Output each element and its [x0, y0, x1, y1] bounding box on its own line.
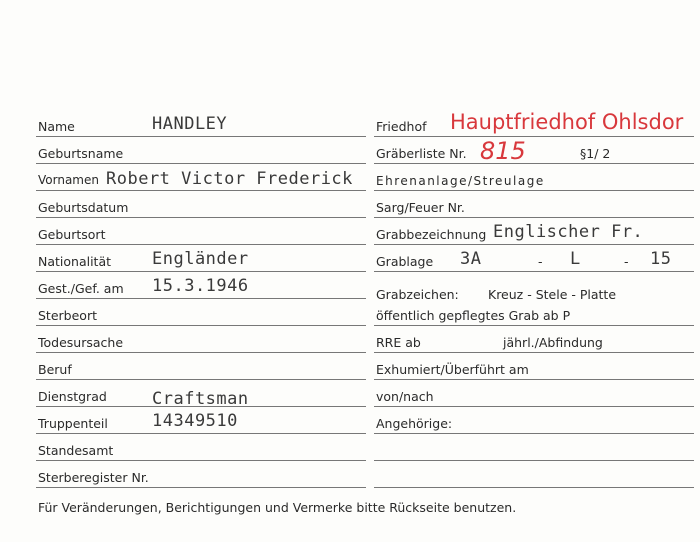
cemetery-label: Friedhof	[376, 119, 427, 134]
name-value: HANDLEY	[152, 114, 228, 134]
unit-label: Truppenteil	[38, 416, 108, 431]
exhumed-label: Exhumiert/Überführt am	[376, 362, 529, 377]
grave-list-value: 815	[480, 137, 526, 165]
birth-date-rule	[36, 217, 366, 218]
birth-place-rule	[36, 244, 366, 245]
coffin-fire-rule	[374, 217, 694, 218]
from-to-rule	[374, 406, 694, 407]
rank-label: Dienstgrad	[38, 389, 107, 404]
first-names-label: Vornamen	[38, 173, 99, 187]
footer-note: Für Veränderungen, Berichtigungen und Vermerke bitte Rückseite benutzen.	[38, 500, 517, 515]
unit-rule	[36, 433, 366, 434]
name-rule	[36, 136, 366, 137]
rank-rule	[36, 406, 366, 407]
death-place-rule	[36, 325, 366, 326]
grave-list-section: §1/ 2	[580, 146, 611, 161]
unit-value: 14349510	[152, 411, 238, 431]
registry-office-rule	[36, 460, 366, 461]
honor-grounds-rule	[374, 190, 694, 191]
cause-of-death-label: Todesursache	[38, 335, 124, 350]
profession-label: Beruf	[38, 362, 72, 377]
died-value: 15.3.1946	[152, 276, 249, 296]
grave-list-rule	[374, 163, 694, 164]
nationality-value: Engländer	[152, 249, 249, 269]
grave-marker-options: Kreuz - Stele - Platte	[488, 287, 617, 302]
exhumed-rule	[374, 379, 694, 380]
cemetery-value: Hauptfriedhof Ohlsdor	[450, 110, 684, 134]
profession-rule	[36, 379, 366, 380]
rank-value: Craftsman	[152, 389, 249, 409]
death-register-label: Sterberegister Nr.	[38, 470, 149, 485]
cemetery-rule	[374, 136, 694, 137]
birth-name-label: Geburtsname	[38, 146, 124, 161]
public-grave-rule	[374, 325, 694, 326]
first-names-value: Robert Victor Frederick	[106, 169, 353, 189]
first-names-rule	[36, 190, 366, 191]
registry-office-label: Standesamt	[38, 443, 114, 458]
grave-designation-label: Grabbezeichnung	[376, 227, 487, 242]
public-grave-label: öffentlich gepflegtes Grab ab P	[376, 308, 571, 323]
grave-designation-rule	[374, 244, 694, 245]
relatives-rule-3	[374, 487, 694, 488]
coffin-fire-label: Sarg/Feuer Nr.	[376, 200, 465, 215]
birth-date-label: Geburtsdatum	[38, 200, 129, 215]
name-label: Name	[38, 119, 75, 134]
death-register-rule	[36, 487, 366, 488]
grave-designation-value: Englischer Fr.	[493, 222, 644, 242]
grave-list-label: Gräberliste Nr.	[376, 146, 467, 161]
birth-name-rule	[36, 163, 366, 164]
grave-location-part1: 3A	[460, 249, 482, 269]
relatives-rule	[374, 433, 694, 434]
from-to-label: von/nach	[376, 389, 434, 404]
cause-of-death-rule	[36, 352, 366, 353]
grave-location-sep2: -	[624, 254, 629, 269]
rre-label: RRE ab	[376, 335, 421, 350]
grave-location-sep1: -	[538, 254, 543, 269]
honor-grounds-label: Ehrenanlage/Streulage	[376, 174, 545, 188]
rre-rule	[374, 352, 694, 353]
birth-place-label: Geburtsort	[38, 227, 106, 242]
grave-location-label: Grablage	[376, 254, 434, 269]
relatives-label: Angehörige:	[376, 416, 453, 431]
grave-location-part3: 15	[650, 249, 672, 269]
grave-location-part2: L	[570, 249, 581, 269]
nationality-label: Nationalität	[38, 254, 112, 269]
died-label: Gest./Gef. am	[38, 281, 124, 296]
nationality-rule	[36, 271, 366, 272]
death-place-label: Sterbeort	[38, 308, 97, 323]
relatives-rule-2	[374, 460, 694, 461]
grave-marker-label: Grabzeichen:	[376, 287, 459, 302]
grave-location-rule	[374, 271, 694, 272]
died-rule	[36, 298, 366, 299]
rre-options: jährl./Abfindung	[503, 335, 603, 350]
